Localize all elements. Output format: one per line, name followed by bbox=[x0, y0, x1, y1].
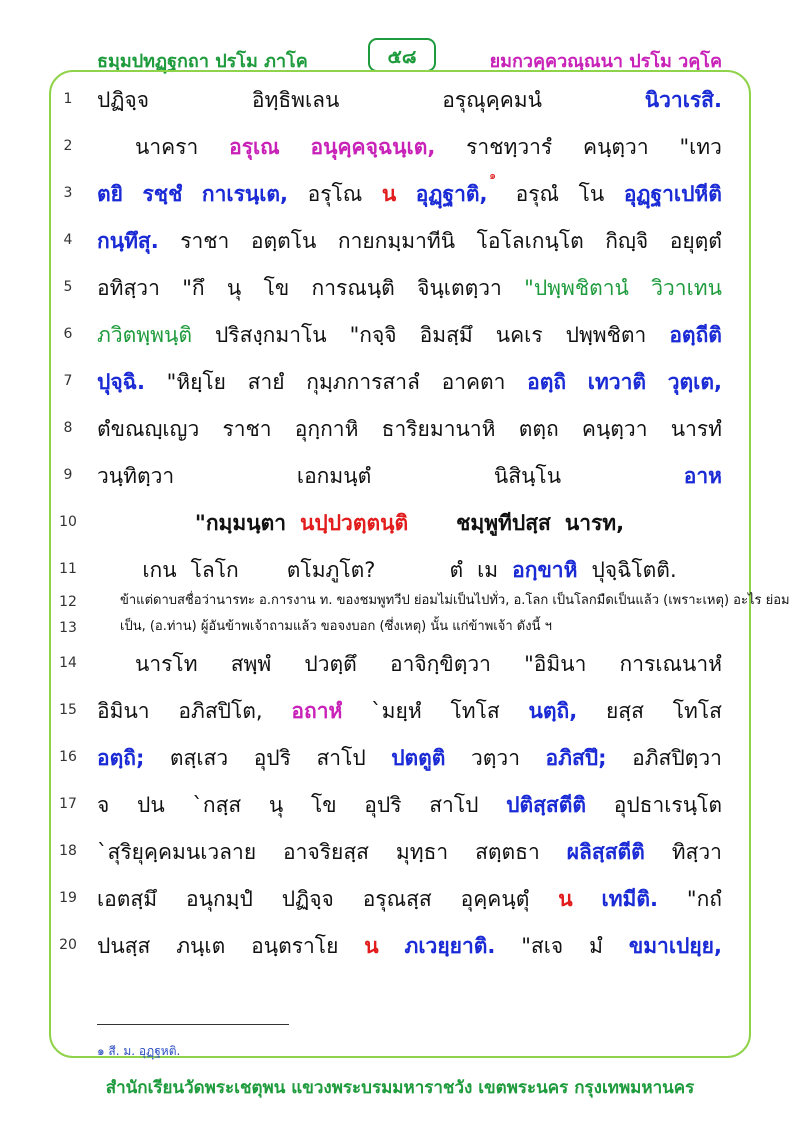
line-text: เป็น, (อ.ท่าน) ผู้อันข้าพเจ้าถามแล้ว ขอจงบอก (ซึ่งเหตุ) นั้น แก่ข้าพเจ้า ดังนี้ ฯ bbox=[120, 619, 552, 634]
line-text bbox=[97, 547, 722, 593]
book-title: ธมฺมปทฏฺฐกถา ปรโม ภาโค bbox=[97, 51, 308, 72]
word: โข bbox=[310, 793, 337, 817]
word: นารโท bbox=[135, 652, 198, 676]
line-text bbox=[97, 500, 722, 546]
word: ปุจฺฉิ. bbox=[97, 370, 145, 394]
word: สาโป bbox=[316, 746, 366, 770]
word: นคเร bbox=[495, 323, 543, 347]
word: "กึ bbox=[182, 276, 205, 300]
line-number: 17 bbox=[59, 796, 77, 812]
text-line bbox=[0, 782, 800, 828]
text-line bbox=[0, 735, 800, 781]
line-text bbox=[97, 312, 722, 358]
word: ผลิสฺสตีติ bbox=[566, 840, 645, 864]
word: อุฏฺฐาเปหีติ bbox=[623, 182, 722, 206]
word: โน bbox=[578, 182, 605, 206]
page-number: ๕๘ bbox=[368, 38, 436, 72]
text-line bbox=[0, 876, 800, 922]
word: "ปพฺพชิตานํ bbox=[524, 276, 629, 300]
word: เทมีติ. bbox=[601, 887, 658, 911]
line-number: 9 bbox=[63, 467, 73, 483]
word: อุกฺกาหิ bbox=[294, 417, 359, 441]
word: ปฏิจฺจ bbox=[281, 887, 334, 911]
word: น bbox=[381, 182, 397, 206]
word: รชฺชํ bbox=[142, 182, 183, 206]
word: อิมินา bbox=[97, 699, 150, 723]
line-number: 20 bbox=[59, 937, 77, 953]
word: อรุณสฺส bbox=[362, 887, 432, 911]
text-line bbox=[0, 218, 800, 264]
line-number: 8 bbox=[63, 420, 73, 436]
text-line bbox=[0, 406, 800, 452]
text-line bbox=[0, 500, 800, 546]
footnote: ๑ สี. ม. อุฏฺฐหติ. bbox=[97, 1044, 181, 1058]
line-number: 18 bbox=[59, 843, 77, 859]
word: อภิสปึ; bbox=[545, 746, 607, 770]
word: "หิยฺโย bbox=[166, 370, 226, 394]
word: ปนสฺส bbox=[97, 934, 151, 958]
word: ธาริยมานาหิ bbox=[381, 417, 496, 441]
word: อยุตฺตํ bbox=[669, 229, 722, 253]
text-line bbox=[0, 829, 800, 875]
word: อุฏฺฐาติ, bbox=[415, 182, 488, 206]
line-text bbox=[97, 359, 722, 405]
word: กิญฺจิ bbox=[605, 229, 649, 253]
line-text bbox=[97, 171, 722, 217]
word: โทโส bbox=[450, 699, 500, 723]
line-text: ข้าแต่ดาบสชื่อว่านารทะ อ.การงาน ท. ของชมพูทวีป ย่อมไม่เป็นไปทั่ว, อ.โลก เป็นโลกมืดเป็นแล้ว (เพราะเหตุ) อะไร ย่อม bbox=[120, 593, 790, 608]
line-number: 1 bbox=[63, 91, 73, 107]
text-line bbox=[0, 171, 800, 217]
word: อทิสฺวา bbox=[97, 276, 160, 300]
word: สาโป bbox=[429, 793, 479, 817]
word: กุมฺภการสาลํ bbox=[306, 370, 420, 394]
word: อิมสฺมึ bbox=[419, 323, 473, 347]
page-footer: สำนักเรียนวัดพระเชตุพน แขวงพระบรมมหาราชวัง เขตพระนคร กรุงเทพมหานคร bbox=[105, 1078, 695, 1098]
word: อาจิกฺขิตฺวา bbox=[389, 652, 491, 676]
line-text bbox=[97, 876, 722, 922]
line-number: 6 bbox=[63, 326, 73, 342]
line-text bbox=[97, 265, 722, 311]
word: ตสฺเสว bbox=[169, 746, 229, 770]
word: จินฺเตตฺวา bbox=[417, 276, 502, 300]
word: กนฺทึสุ. bbox=[97, 229, 159, 253]
word: น bbox=[558, 887, 573, 911]
line-number: 14 bbox=[59, 655, 77, 671]
word: ปน bbox=[137, 793, 165, 817]
text-line bbox=[0, 77, 800, 123]
line-text bbox=[97, 923, 722, 969]
word: ขมาเปยฺย, bbox=[628, 934, 722, 958]
word: วุตฺเต, bbox=[667, 370, 722, 394]
line-text bbox=[97, 641, 722, 687]
line-text bbox=[97, 453, 722, 499]
line-text bbox=[97, 829, 722, 875]
word: โข bbox=[263, 276, 290, 300]
word: อุปริ bbox=[253, 746, 291, 770]
word: ตตฺถ bbox=[518, 417, 559, 441]
word: "กมฺมนฺตา bbox=[194, 511, 287, 535]
line-number: 19 bbox=[59, 890, 77, 906]
text-line bbox=[0, 359, 800, 405]
word: ยสฺส bbox=[605, 699, 644, 723]
word: ตํ bbox=[449, 558, 464, 582]
word: อนุคฺคจฺฉนฺเต, bbox=[310, 135, 436, 159]
word: อกฺขาหิ bbox=[512, 558, 578, 582]
word: สายํ bbox=[247, 370, 285, 394]
word: อาห bbox=[683, 464, 722, 488]
line-text bbox=[97, 735, 722, 781]
word: อิทฺธิพเลน bbox=[251, 88, 340, 112]
word: อถาหํ bbox=[291, 699, 343, 723]
word: อรุณุคฺคมนํ bbox=[442, 88, 542, 112]
word: เม bbox=[477, 558, 499, 582]
word: ทิสฺวา bbox=[671, 840, 722, 864]
word: โอโลเกนฺโต bbox=[476, 229, 584, 253]
word: อุปธาเรนฺโต bbox=[613, 793, 722, 817]
line-number: 16 bbox=[59, 749, 77, 765]
line-text bbox=[97, 77, 722, 123]
word: เอตสฺมึ bbox=[97, 887, 158, 911]
line-text bbox=[97, 688, 722, 734]
word: "กจฺจิ bbox=[349, 323, 397, 347]
word: ภวิตพฺพนฺติ bbox=[97, 323, 192, 347]
line-number: 7 bbox=[63, 373, 73, 389]
word: วนฺทิตฺวา bbox=[97, 464, 175, 488]
line-text bbox=[97, 406, 722, 452]
word: กายกมฺมาทีนิ bbox=[337, 229, 456, 253]
word: คนฺตฺวา bbox=[581, 417, 648, 441]
word: ตโมภูโต? bbox=[286, 558, 376, 582]
text-line bbox=[0, 641, 800, 687]
word: ปริสงฺกมาโน bbox=[214, 323, 327, 347]
footnote-divider bbox=[97, 1024, 289, 1025]
word: อนุกมฺปํ bbox=[186, 887, 253, 911]
word: มุทฺธา bbox=[395, 840, 449, 864]
word: นิวาเรสิ. bbox=[644, 88, 722, 112]
word: จ bbox=[97, 793, 110, 817]
word: ภนฺเต bbox=[176, 934, 226, 958]
line-number: 11 bbox=[59, 561, 77, 577]
line-text bbox=[97, 218, 722, 264]
word: ปตตูติ bbox=[391, 746, 446, 770]
word: "กถํ bbox=[686, 887, 722, 911]
word: สพฺพํ bbox=[230, 652, 272, 676]
word: โลโก bbox=[190, 558, 239, 582]
word: นารท, bbox=[564, 511, 625, 535]
word: เอกมนฺตํ bbox=[296, 464, 372, 488]
text-line bbox=[0, 312, 800, 358]
text-line bbox=[0, 265, 800, 311]
word: นุ bbox=[268, 793, 284, 817]
word: อาจริยสฺส bbox=[283, 840, 369, 864]
word: การณนฺติ bbox=[311, 276, 395, 300]
word: อตฺตโน bbox=[250, 229, 317, 253]
footnote-ref: ๑ bbox=[489, 169, 497, 182]
word: ปุจฺฉิโตติ. bbox=[591, 558, 677, 582]
chapter-title: ยมกวคฺควณฺณนา ปรโม วคฺโค bbox=[489, 51, 722, 72]
word: นิสินฺโน bbox=[493, 464, 562, 488]
word: อรุเณ bbox=[229, 135, 280, 159]
word: อุปริ bbox=[364, 793, 402, 817]
line-text bbox=[97, 782, 722, 828]
line-number: 10 bbox=[59, 514, 77, 530]
word: ราชา bbox=[180, 229, 230, 253]
word: นาครา bbox=[135, 135, 199, 159]
word: นตฺถิ, bbox=[528, 699, 578, 723]
word: "สเจ bbox=[521, 934, 564, 958]
word: ราชา bbox=[222, 417, 272, 441]
word: นปฺปวตฺตนฺติ bbox=[300, 511, 409, 535]
word: อตฺถิ; bbox=[97, 746, 145, 770]
word: "เทว bbox=[679, 135, 722, 159]
word: `สุริยุคฺคมนเวลาย bbox=[97, 840, 257, 864]
word: กาเรนฺเต, bbox=[201, 182, 289, 206]
word: ปติสฺสตีติ bbox=[506, 793, 587, 817]
word: อรุโณ bbox=[307, 182, 363, 206]
word: อาคตา bbox=[441, 370, 506, 394]
line-number: 2 bbox=[63, 138, 73, 154]
text-line bbox=[0, 923, 800, 969]
word: การเณนาหํ bbox=[619, 652, 722, 676]
word: วิวาเทน bbox=[651, 276, 722, 300]
word: ตยิ bbox=[97, 182, 123, 206]
line-number: 3 bbox=[63, 185, 73, 201]
word: ปวตฺตึ bbox=[304, 652, 357, 676]
word: ราชทฺวารํ bbox=[466, 135, 553, 159]
word: อตฺถิ bbox=[527, 370, 567, 394]
word: เกน bbox=[142, 558, 177, 582]
line-number: 4 bbox=[63, 232, 73, 248]
text-line bbox=[0, 547, 800, 593]
word: สตฺตธา bbox=[475, 840, 540, 864]
text-line bbox=[0, 124, 800, 170]
word: คนฺตฺวา bbox=[583, 135, 649, 159]
word: วตฺวา bbox=[470, 746, 520, 770]
word: "อิมินา bbox=[524, 652, 587, 676]
word: `มยฺหํ bbox=[371, 699, 422, 723]
word: ตํขณญฺเญว bbox=[97, 417, 200, 441]
line-number: 13 bbox=[59, 620, 77, 636]
word: อรุณํ bbox=[515, 182, 560, 206]
text-line bbox=[0, 688, 800, 734]
text-line bbox=[0, 453, 800, 499]
word: นารทํ bbox=[670, 417, 722, 441]
word: อภิสปิโต, bbox=[178, 699, 263, 723]
word: เทวาติ bbox=[587, 370, 647, 394]
line-text bbox=[97, 124, 722, 170]
word: อตฺถีติ bbox=[669, 323, 722, 347]
word: ชมฺพูทีปสฺส bbox=[456, 511, 551, 535]
word: มํ bbox=[589, 934, 603, 958]
word: น bbox=[364, 934, 379, 958]
line-number: 12 bbox=[59, 594, 77, 610]
word: นุ bbox=[226, 276, 242, 300]
word: `กสฺส bbox=[192, 793, 242, 817]
word: อภิสปิตฺวา bbox=[632, 746, 722, 770]
word: ปพฺพชิตา bbox=[565, 323, 647, 347]
word: ภเวยฺยาติ. bbox=[404, 934, 496, 958]
word: อุคฺคนฺตุํ bbox=[460, 887, 530, 911]
line-number: 5 bbox=[63, 279, 73, 295]
word: ปฏิจฺจ bbox=[97, 88, 150, 112]
line-number: 15 bbox=[59, 702, 77, 718]
word: อนฺตราโย bbox=[251, 934, 339, 958]
word: โทโส bbox=[672, 699, 722, 723]
